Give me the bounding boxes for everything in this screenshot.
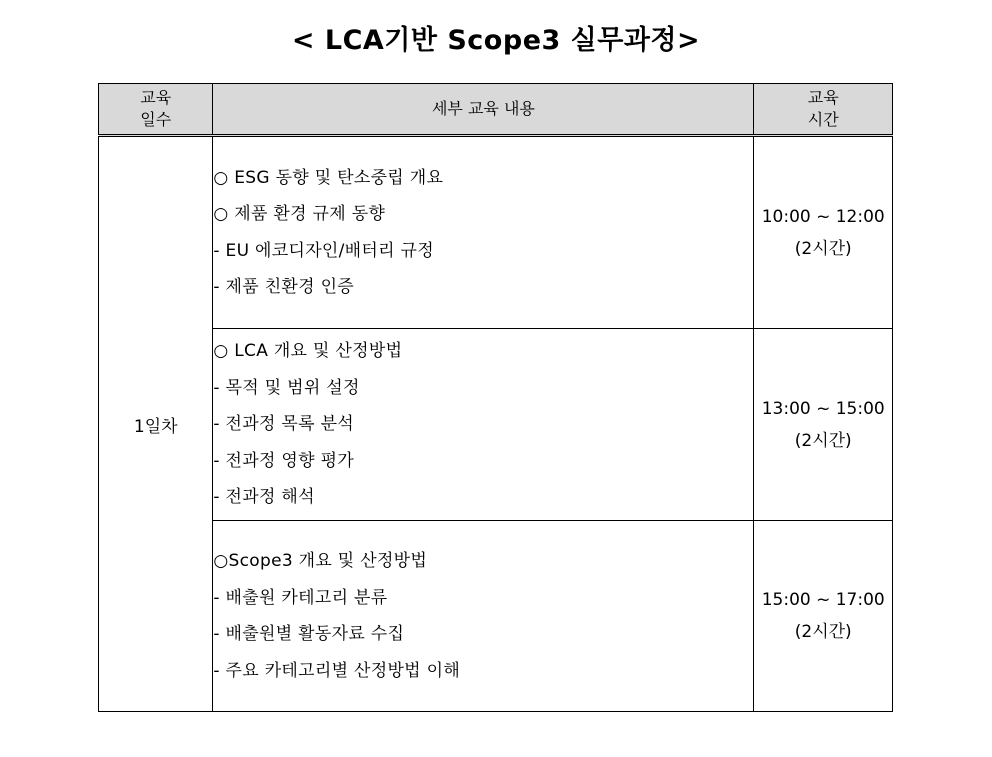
list-item: - EU 에코디자인/배터리 규정 — [213, 240, 434, 261]
session-content-3 — [213, 521, 754, 712]
session-time-3 — [754, 521, 893, 712]
table-row — [99, 329, 893, 521]
duration: (2시간) — [794, 430, 852, 451]
document-title: < LCA기반 Scope3 실무과정> — [291, 25, 701, 56]
list-item: - 전과정 영향 평가 — [213, 450, 355, 471]
list-item: - 전과정 목록 분석 — [213, 414, 355, 435]
header-time — [754, 84, 893, 136]
session-content-2 — [213, 329, 754, 521]
header-time-line-1: 교육 — [807, 88, 839, 107]
list-item: ○ LCA 개요 및 산정방법 — [213, 341, 403, 362]
duration: (2시간) — [794, 238, 852, 259]
session-content-1 — [213, 136, 754, 329]
table-row — [99, 136, 893, 329]
list-item: - 전과정 해석 — [213, 487, 315, 508]
header-time-line-2: 시간 — [807, 110, 839, 129]
list-item: - 배출원 카테고리 분류 — [213, 587, 388, 608]
table-row — [99, 521, 893, 712]
list-item: ○ ESG 동향 및 탄소중립 개요 — [213, 167, 444, 188]
header-day — [99, 84, 213, 136]
list-item: - 배출원별 활동자료 수집 — [213, 624, 405, 644]
day-cell: 1일차 — [99, 136, 213, 712]
time-range: 10:00 ~ 12:00 — [761, 206, 885, 227]
list-item: ○Scope3 개요 및 산정방법 — [213, 551, 428, 571]
time-range: 15:00 ~ 17:00 — [761, 590, 885, 610]
list-item: - 제품 친환경 인증 — [213, 277, 355, 297]
header-day-line-1: 교육 — [140, 88, 172, 107]
list-item: - 목적 및 범위 설정 — [213, 377, 360, 398]
list-item: - 주요 카테고리별 산정방법 이해 — [213, 660, 461, 681]
table-header-row — [99, 84, 893, 136]
schedule-table — [98, 83, 893, 712]
header-day-line-2: 일수 — [140, 110, 172, 129]
session-time-1 — [754, 136, 893, 329]
header-content: 세부 교육 내용 — [213, 84, 754, 136]
duration: (2시간) — [794, 622, 852, 642]
session-time-2 — [754, 329, 893, 521]
time-range: 13:00 ~ 15:00 — [761, 398, 885, 419]
list-item: ○ 제품 환경 규제 동향 — [213, 204, 386, 224]
